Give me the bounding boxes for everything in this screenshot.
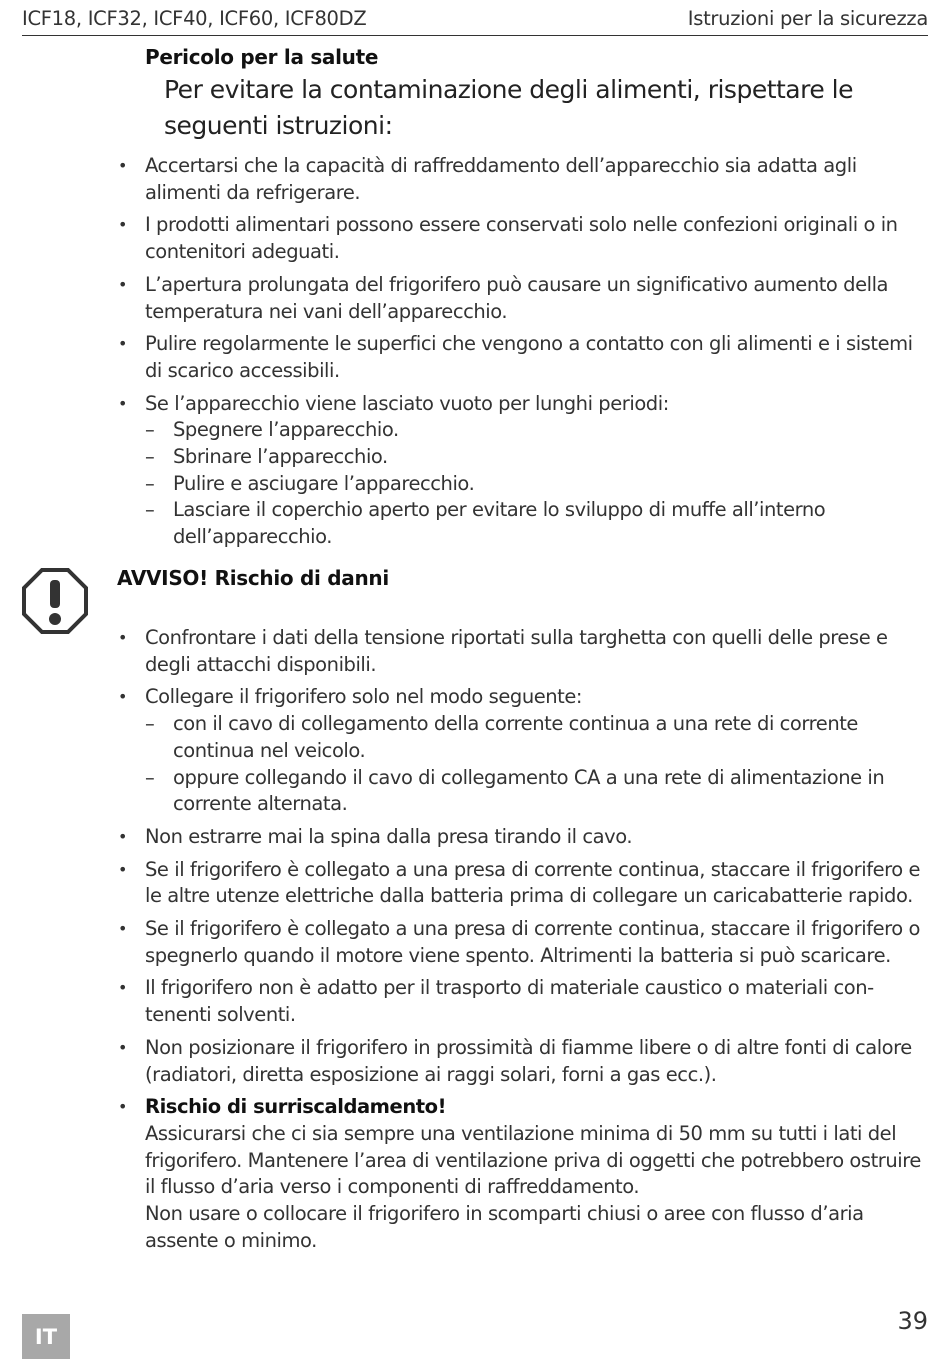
list-item: • Pulire regolarmente le superfici che vengono a contatto con gli alimenti e i sistemi di scarico accessibili. bbox=[145, 331, 930, 384]
overheat-text: Assicurarsi che ci sia sempre una ventilazione minima di 50 mm su tutti i lati del frigorifero. Mantenere l’area di ventilazione priva di oggetti che potrebbero ostruire il flusso d’aria verso i componenti di raffreddamento. bbox=[145, 1121, 921, 1199]
health-list bbox=[145, 153, 930, 557]
health-hazard-title: Pericolo per la salute bbox=[145, 45, 379, 69]
list-item bbox=[145, 391, 930, 551]
overheat-title: • Rischio di surriscaldamento! bbox=[145, 1095, 447, 1119]
sublist-item: – Sbrinare l’apparecchio. bbox=[145, 444, 930, 471]
warning-title: AVVISO! Rischio di danni bbox=[117, 566, 389, 590]
sublist-item: – con il cavo di collegamento della corrente continua a una rete di corrente continua nel veicolo. bbox=[145, 711, 930, 764]
header-section-title: Istruzioni per la sicurezza bbox=[687, 7, 928, 30]
sublist bbox=[145, 711, 930, 818]
page-number: 39 bbox=[897, 1307, 928, 1335]
sublist bbox=[145, 417, 930, 551]
list-item: • Se il frigorifero è collegato a una presa di corrente continua, staccare il frigorifero e le altre utenze elettriche dalla batteria prima di collegare un caricabatterie rapido. bbox=[145, 857, 930, 910]
list-item: • Non estrarre mai la spina dalla presa tirando il cavo. bbox=[145, 824, 930, 851]
list-item: • L’apertura prolungata del frigorifero può causare un significativo aumento della temperatura nei vani dell’apparecchio. bbox=[145, 272, 930, 325]
sublist-item: – oppure collegando il cavo di collegamento CA a una rete di alimentazione in corrente alternata. bbox=[145, 765, 930, 818]
list-item-text: Collegare il frigorifero solo nel modo seguente: bbox=[145, 685, 583, 709]
overheat-text-2: Non usare o collocare il frigorifero in scomparti chiusi o aree con flusso d’aria assente o minimo. bbox=[145, 1202, 864, 1252]
list-item-text: Se l’apparecchio viene lasciato vuoto per lunghi periodi: bbox=[145, 391, 669, 415]
list-item bbox=[145, 684, 930, 818]
page-header bbox=[22, 7, 928, 36]
health-intro: Per evitare la contaminazione degli alimenti, rispettare le seguenti istruzioni: bbox=[164, 75, 854, 140]
warning-list bbox=[145, 625, 930, 1260]
list-item: • Il frigorifero non è adatto per il trasporto di materiale caustico o materiali contenenti solventi. bbox=[145, 975, 930, 1028]
list-item: • Se il frigorifero è collegato a una presa di corrente continua, staccare il frigorifero o spegnerlo quando il motore viene spento. Altrimenti la batteria si può scaricare. bbox=[145, 916, 930, 969]
list-item: • Accertarsi che la capacità di raffreddamento dell’apparecchio sia adatta agli alimenti da refrigerare. bbox=[145, 153, 930, 206]
list-item: • Non posizionare il frigorifero in prossimità di fiamme libere o di altre fonti di calore (radiatori, diretta esposizione ai raggi solari, forni a gas ecc.). bbox=[145, 1035, 930, 1088]
sublist-item: – Lasciare il coperchio aperto per evitare lo sviluppo di muffe all’interno dell’apparecchio. bbox=[145, 497, 930, 550]
list-item bbox=[145, 1094, 930, 1254]
list-item: • I prodotti alimentari possono essere conservati solo nelle confezioni originali o in contenitori adeguati. bbox=[145, 212, 930, 265]
warning-octagon-icon bbox=[20, 566, 90, 636]
list-item: • Confrontare i dati della tensione riportati sulla targhetta con quelli delle prese e degli attacchi disponibili. bbox=[145, 625, 930, 678]
sublist-item: – Spegnere l’apparecchio. bbox=[145, 417, 930, 444]
language-badge: IT bbox=[22, 1314, 70, 1359]
header-models: ICF18, ICF32, ICF40, ICF60, ICF80DZ bbox=[22, 7, 367, 30]
sublist-item: – Pulire e asciugare l’apparecchio. bbox=[145, 471, 930, 498]
